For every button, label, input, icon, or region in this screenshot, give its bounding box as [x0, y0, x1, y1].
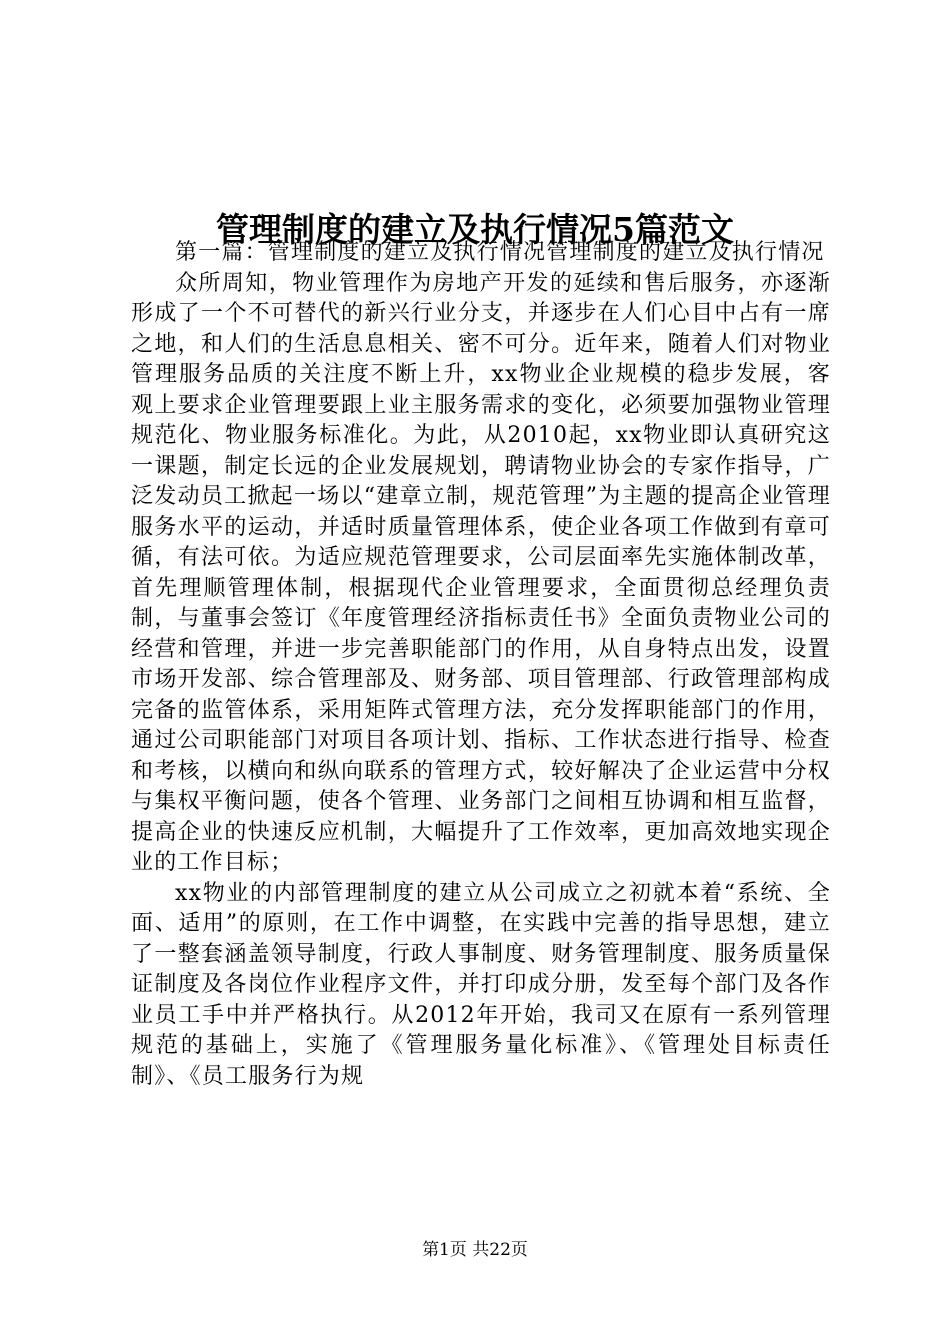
paragraph-1: 第一篇：管理制度的建立及执行情况管理制度的建立及执行情况 — [175, 240, 825, 265]
paragraph-2: 众所周知，物业管理作为房地产开发的延续和售后服务，亦逐渐形成了一个不可替代的新兴行业分支，并逐步在人们心目中占有一席之地，和人们的生活息息相关、密不可分。近年来，随着人们对物业管理服务品质的关注度不断上升，xx物业企业规模的稳步发展，客观上要求企业管理要跟上业主服务需求的变化，必须要加强物业管理规范化、物业服务标准化。为此，从2010起，xx物业即认真研究这一课题，制定长远的企业发展规划，聘请物业协会的专家作指导，广泛发动员工掀起一场以“建章立制，规范管理”为主题的提高企业管理服务水平的运动，并适时质量管理体系，使企业各项工作做到有章可循，有法可依。为适应规范管理要求，公司层面率先实施体制改革，首先理顺管理体制，根据现代企业管理要求，全面贯彻总经理负责制，与董事会签订《年度管理经济指标责任书》全面负责物业公司的经营和管理，并进一步完善职能部门的作用，从自身特点出发，设置市场开发部、综合管理部及、财务部、项目管理部、行政管理部构成完备的监管体系，采用矩阵式管理方法，充分发挥职能部门的作用，通过公司职能部门对项目各项计划、指标、工作状态进行指导、检查和考核，以横向和纵向联系的管理方式，较好解决了企业运营中分权与集权平衡问题，使各个管理、业务部门之间相互协调和相互监督，提高企业的快速反应机制，大幅提升了工作效率，更加高效地实现企业的工作目标； — [131, 270, 831, 875]
document-body — [131, 238, 831, 1092]
page-number-footer: 第1页 共22页 — [422, 1240, 528, 1260]
document-title: 管理制度的建立及执行情况5篇范文 — [216, 210, 734, 250]
paragraph-3: xx物业的内部管理制度的建立从公司成立之初就本着“系统、全面、适用”的原则，在工作中调整，在实践中完善的指导思想，建立了一整套涵盖领导制度，行政人事制度、财务管理制度、服务质量保证制度及各岗位作业程序文件，并打印成分册，发至每个部门及各作业员工手中并严格执行。从2012年开始，我司又在原有一系列管理规范的基础上，实施了《管理服务量化标准》、《管理处目标责任制》、《员工服务行为规 — [131, 880, 831, 1089]
